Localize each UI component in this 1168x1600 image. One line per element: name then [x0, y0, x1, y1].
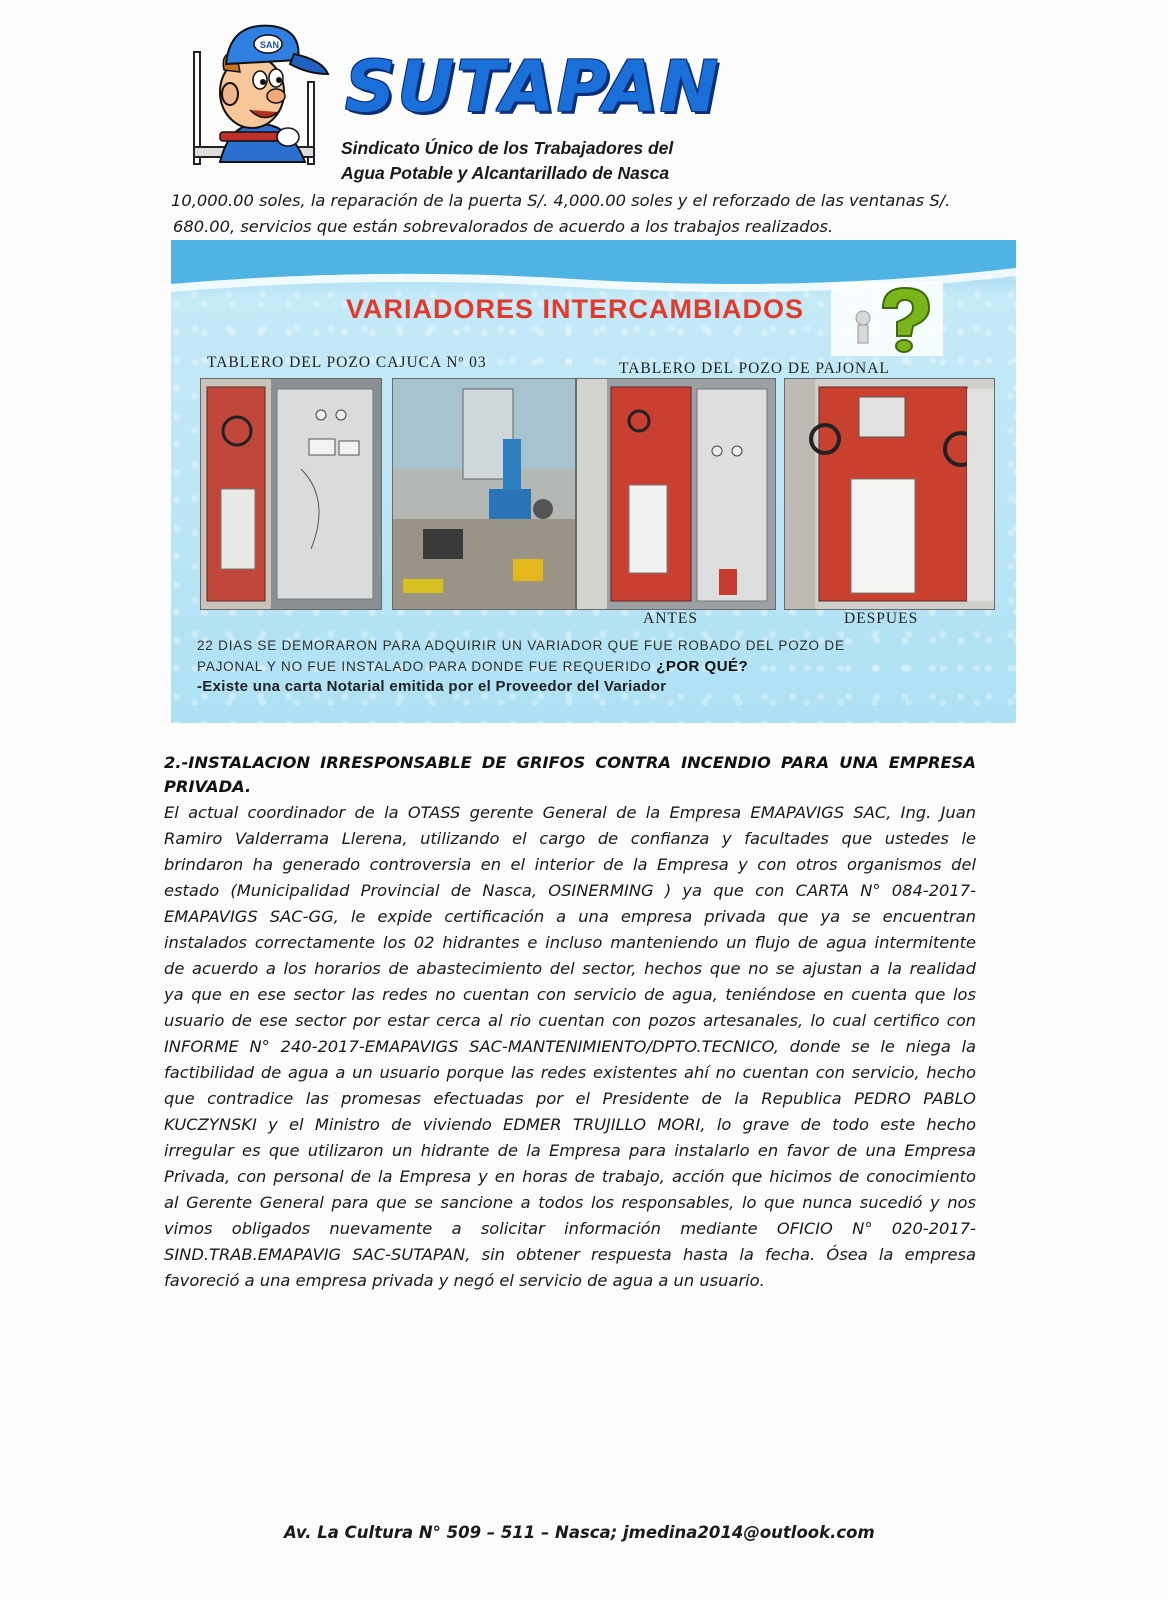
body-line: irregular es que utilizaron un hidrante de la Empresa para instalarlo en favor de una Empresa [164, 1141, 976, 1160]
union-name-line-1: Sindicato Único de los Trabajadores del [341, 138, 674, 158]
section-heading [164, 751, 976, 799]
photo-cajuca-cabinet [200, 378, 382, 610]
body-line: estado (Municipalidad Provincial de Nasca, OSINERMING ) ya que con CARTA N° 084-2017- [164, 881, 976, 900]
panel-note-line-2 [197, 658, 748, 675]
panel-note-line-1: 22 DIAS SE DEMORARON PARA ADQUIRIR UN VARIADOR QUE FUE ROBADO DEL POZO DE [197, 638, 845, 653]
body-line: instalados correctamente los 02 hidrantes e incluso manteniendo un flujo de agua intermitente [164, 933, 976, 952]
body-line: factibilidad de agua a un usuario porque las redes existentes ahí no cuentan con servicio, hecho [164, 1063, 976, 1082]
body-line: INFORME N° 240-2017-EMAPAVIGS SAC-MANTENIMIENTO/DPTO.TECNICO, donde se le niega la [164, 1037, 976, 1056]
body-line: ya que en ese sector las redes no cuentan con servicio de agua, teniéndose en cuenta que los [164, 985, 976, 1004]
body-line: usuario de ese sector por estar cerca al rio cuentan con pozos artesanales, lo cual certifico con [164, 1011, 976, 1030]
caption-cajuca-panel: TABLERO DEL POZO CAJUCA Nº 03 [207, 354, 487, 371]
body-line: al Gerente General para que se sancione a todos los responsables, lo que nunca sucedió y nos [164, 1193, 976, 1212]
body-line: Privada, con personal de la Empresa y en horas de trabajo, acción que hicimos de conocimiento [164, 1167, 976, 1186]
footer-address: Av. La Cultura N° 509 – 511 – Nasca; jmedina2014@outlook.com [284, 1523, 875, 1542]
logo-title: SUTAPAN [345, 46, 721, 128]
panel-note-line-3: -Existe una carta Notarial emitida por el Proveedor del Variador [197, 678, 667, 695]
panel-title: VARIADORES INTERCAMBIADOS [346, 294, 805, 324]
section-heading-line-2: PRIVADA. [164, 777, 252, 796]
panel-note-text: PAJONAL Y NO FUE INSTALADO PARA DONDE FUE REQUERIDO [197, 659, 657, 674]
cap-badge-text: SAN [260, 40, 280, 50]
body-line: KUCZYNSKI y el Ministro de viviendo EDMER TRUJILLO MORI, lo grave de todo este hecho [164, 1115, 976, 1134]
body-line: El actual coordinador de la OTASS gerente General de la Empresa EMAPAVIGS SAC, Ing. Juan [164, 803, 976, 822]
photo-pajonal-after [784, 378, 995, 610]
infographic-panel [171, 240, 1016, 723]
intro-paragraph [171, 188, 976, 240]
body-line: brindaron ha generado controversia en el interior de la Empresa y con otros organismos del [164, 855, 976, 874]
body-line: que contradice las promesas efectuadas por el Presidente de la Republica PEDRO PABLO [164, 1089, 976, 1108]
label-after: DESPUES [844, 610, 919, 627]
label-before: ANTES [643, 610, 698, 627]
intro-line: 680.00, servicios que están sobrevalorados de acuerdo a los trabajos realizados. [173, 217, 834, 236]
section-body [164, 800, 976, 1294]
photo-pajonal-before [576, 378, 776, 610]
union-name-line-2: Agua Potable y Alcantarillado de Nasca [341, 163, 670, 183]
intro-line: 10,000.00 soles, la reparación de la puerta S/. 4,000.00 soles y el reforzado de las ventanas S/. [171, 191, 951, 210]
panel-note-question: ¿POR QUÉ? [656, 658, 749, 675]
caption-pajonal-panel: TABLERO DEL POZO DE PAJONAL [619, 360, 890, 377]
photo-cajuca-pump-room [392, 378, 576, 610]
body-line: SIND.TRAB.EMAPAVIG SAC-SUTAPAN, sin obtener respuesta hasta la fecha. Ósea la empresa [164, 1245, 976, 1264]
body-line-last: favoreció a una empresa privada y negó el servicio de agua a un usuario. [164, 1271, 765, 1290]
question-mark-icon [831, 282, 943, 356]
body-line: vimos obligados nuevamente a solicitar información mediante OFICIO N° 020-2017- [164, 1219, 976, 1238]
section-heading-line-1: 2.-INSTALACION IRRESPONSABLE DE GRIFOS CONTRA INCENDIO PARA UNA EMPRESA [164, 753, 976, 772]
body-line: EMAPAVIGS SAC-GG, le expide certificación a una empresa privada que ya se encuentran [164, 907, 976, 926]
body-line: Ramiro Valderrama Llerena, utilizando el cargo de confianza y facultades que ustedes le [164, 829, 976, 848]
body-line: de acuerdo a los horarios de abastecimiento del sector, hechos que no se ajustan a la realidad [164, 959, 976, 978]
union-mascot-logo [190, 12, 340, 172]
